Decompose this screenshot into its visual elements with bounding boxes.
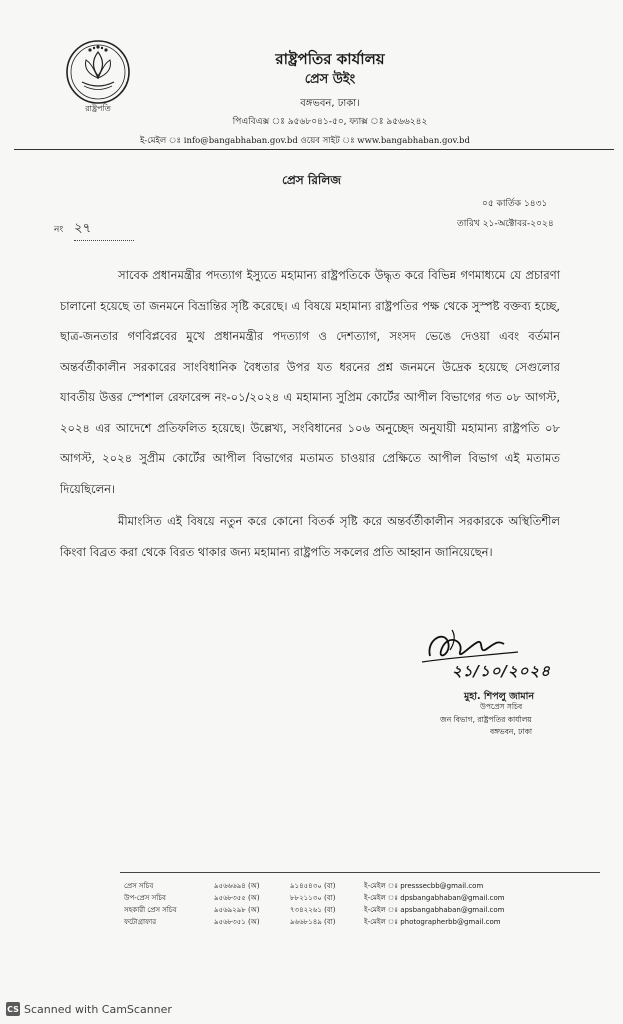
watermark-text: Scanned with CamScanner [24,1002,172,1016]
camscanner-logo-icon: CS [6,1002,20,1016]
footer-divider [120,872,600,873]
camscanner-watermark [6,1002,172,1016]
reference-value: ২৭ [74,219,134,241]
date-label: তারিখ [457,219,480,229]
contact-row: প্রেস সচিব ৯৫৬৬৬৯৪ (অ) ৯১৪৫৪৩০ (বা) ই-মেইল ঃ presssecbb@gmail.com [124,882,484,890]
contact-row: ফটোগ্রাফার ৯৫৬৮৩৫১ (অ) ৯৬৬৮১৪৯ (বা) ই-মেইল ঃ photographerbb@gmail.com [124,918,501,926]
signatory-title: উপপ্রেস সচিব [480,702,523,711]
contact-row: সহকারী প্রেস সচিব ৯৫৬৯২৯৮ (অ) ৭৩৪২২৬১ (বা) ই-মেইল ঃ apsbangabhaban@gmail.com [124,906,505,914]
office-title: রাষ্ট্রপতির কার্যালয় [275,50,385,68]
signatory-name: মুহা. শিপলু জামান [464,691,535,702]
contact-row: উপ-প্রেস সচিব ৯৫৬৮৩৫৫ (অ) ৮৮২১১৩০ (বা) ই-মেইল ঃ dpsbangabhaban@gmail.com [124,894,505,902]
svg-text:রাষ্ট্রপতি: রাষ্ট্রপতি [85,104,111,113]
signatory-office: জন বিভাগ, রাষ্ট্রপতির কার্যালয় [440,715,532,724]
paragraph-2: মীমাংসিত এই বিষয়ে নতুন করে কোনো বিতর্ক সৃষ্টি করে অন্তর্বর্তীকালীন সরকারকে অস্থিতিশীল কিংবা বিব্রত করা থেকে বিরত থাকার জন্য মহামান্য রাষ্ট্রপতি সকলের প্রতি আহ্বান জানিয়েছেন। [60,514,560,559]
signature-date: ২১/১০/২০২৪ [452,662,551,680]
paragraph-1: সাবেক প্রধানমন্ত্রীর পদত্যাগ ইস্যুতে মহামান্য রাষ্ট্রপতিকে উদ্ধৃত করে বিভিন্ন গণমাধ্যমে যে প্রচারণা চালানো হয়েছে তা জনমনে বিভ্রান্তির সৃষ্টি করেছে। এ বিষয়ে মহামান্য রাষ্ট্রপতির পক্ষ থেকে সুস্পষ্ট বক্তব্য হচ্ছে, ছাত্র-জনতার গণবিপ্লবের মুখে প্রধানমন্ত্রীর পদত্যাগ ও দেশত্যাগ, সংসদ ভেঙে দেওয়া এবং বর্তমান অন্তর্বর্তীকালীন সরকারের সাংবিধানিক বৈধতার উপর যত ধরনের প্রশ্ন জনমনে উদ্রেক হয়েছে সেগুলোর যাবতীয় উত্তর স্পেশাল রেফারেন্স নং-০১/২০২৪ এ মহামান্য সুপ্রিম কোর্টের আপীল বিভাগের গত ০৮ আগস্ট, ২০২৪ এর আদেশে প্রতিফলিত হয়েছে। উল্লেখ্য, সংবিধানের ১০৬ অনুচ্ছেদ অনুযায়ী মহামান্য রাষ্ট্রপতি ০৮ আগস্ট, ২০২৪ সুপ্রীম কোর্টের আপীল বিভাগের মতামত চাওয়ার প্রেক্ষিতে আপীল বিভাগ এই মতামত দিয়েছিলেন। [60,268,560,496]
reference-label: নং [54,225,64,235]
office-location: বঙ্গভবন, ঢাকা। [300,98,360,109]
contact-table [120,880,509,928]
signatory-place: বঙ্গভবন, ঢাকা [490,727,532,736]
gregorian-date [457,216,554,231]
release-body [60,260,560,567]
header-divider [14,149,614,150]
reference-number [54,219,134,241]
press-release-title: প্রেস রিলিজ [281,173,342,187]
email-website-line: ই-মেইল ঃ info@bangabhaban.gov.bd ওয়েব সাইট ঃ www.bangabhaban.gov.bd [140,136,470,146]
wing-title: প্রেস উইং [304,72,356,87]
phone-fax-line: পিএবিএক্স ঃ ৯৫৬৮০৪১-৫০, ফ্যাক্স ঃ ৯৫৬৬২৪২ [232,117,428,127]
date-value: ২১-অক্টোবর-২০২৪ [482,219,554,229]
bengali-date: ০৫ কার্তিক ১৪৩১ [482,199,548,209]
